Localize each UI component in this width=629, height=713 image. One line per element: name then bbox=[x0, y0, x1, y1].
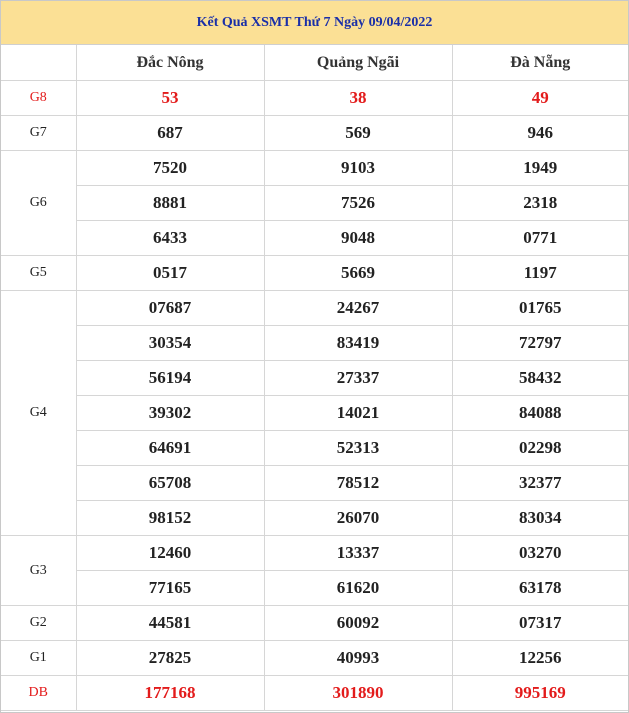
prize-label: G5 bbox=[1, 256, 76, 291]
result-number: 27337 bbox=[264, 361, 452, 396]
prize-row bbox=[1, 501, 628, 536]
result-number: 78512 bbox=[264, 466, 452, 501]
result-number: 30354 bbox=[76, 326, 264, 361]
result-number: 53 bbox=[76, 81, 264, 116]
prize-row bbox=[1, 361, 628, 396]
result-number: 64691 bbox=[76, 431, 264, 466]
province-header[interactable]: Đà Nẵng bbox=[452, 45, 628, 81]
prize-row bbox=[1, 571, 628, 606]
result-number: 03270 bbox=[452, 536, 628, 571]
result-number: 1949 bbox=[452, 151, 628, 186]
result-number: 6433 bbox=[76, 221, 264, 256]
prize-row bbox=[1, 536, 628, 571]
result-number: 52313 bbox=[264, 431, 452, 466]
result-number: 01765 bbox=[452, 291, 628, 326]
result-number: 7526 bbox=[264, 186, 452, 221]
result-number: 39302 bbox=[76, 396, 264, 431]
result-number: 38 bbox=[264, 81, 452, 116]
result-number: 9048 bbox=[264, 221, 452, 256]
header-corner bbox=[1, 45, 76, 81]
result-number: 27825 bbox=[76, 641, 264, 676]
prize-row bbox=[1, 291, 628, 326]
prize-row bbox=[1, 641, 628, 676]
result-number: 995169 bbox=[452, 676, 628, 711]
result-number: 687 bbox=[76, 116, 264, 151]
result-number: 61620 bbox=[264, 571, 452, 606]
prize-row bbox=[1, 151, 628, 186]
result-number: 12460 bbox=[76, 536, 264, 571]
result-number: 65708 bbox=[76, 466, 264, 501]
result-number: 58432 bbox=[452, 361, 628, 396]
prize-label: G1 bbox=[1, 641, 76, 676]
header-row bbox=[1, 45, 628, 81]
result-number: 02298 bbox=[452, 431, 628, 466]
result-number: 32377 bbox=[452, 466, 628, 501]
result-number: 83034 bbox=[452, 501, 628, 536]
result-number: 83419 bbox=[264, 326, 452, 361]
results-title: Kết Quả XSMT Thứ 7 Ngày 09/04/2022 bbox=[1, 1, 628, 45]
result-number: 301890 bbox=[264, 676, 452, 711]
result-number: 26070 bbox=[264, 501, 452, 536]
result-number: 49 bbox=[452, 81, 628, 116]
result-number: 0771 bbox=[452, 221, 628, 256]
prize-row bbox=[1, 396, 628, 431]
prize-row bbox=[1, 466, 628, 501]
prize-label: G7 bbox=[1, 116, 76, 151]
prize-row bbox=[1, 326, 628, 361]
prize-row bbox=[1, 116, 628, 151]
result-number: 60092 bbox=[264, 606, 452, 641]
prize-row bbox=[1, 431, 628, 466]
prize-label: G6 bbox=[1, 151, 76, 256]
result-number: 07317 bbox=[452, 606, 628, 641]
result-number: 177168 bbox=[76, 676, 264, 711]
prize-label: DB bbox=[1, 676, 76, 711]
prize-row bbox=[1, 676, 628, 711]
result-number: 63178 bbox=[452, 571, 628, 606]
result-number: 84088 bbox=[452, 396, 628, 431]
province-header[interactable]: Quảng Ngãi bbox=[264, 45, 452, 81]
result-number: 2318 bbox=[452, 186, 628, 221]
result-number: 98152 bbox=[76, 501, 264, 536]
prize-row bbox=[1, 186, 628, 221]
result-number: 12256 bbox=[452, 641, 628, 676]
results-table bbox=[1, 45, 628, 711]
prize-label: G4 bbox=[1, 291, 76, 536]
result-number: 7520 bbox=[76, 151, 264, 186]
result-number: 9103 bbox=[264, 151, 452, 186]
result-number: 77165 bbox=[76, 571, 264, 606]
result-number: 1197 bbox=[452, 256, 628, 291]
result-number: 569 bbox=[264, 116, 452, 151]
prize-label: G8 bbox=[1, 81, 76, 116]
result-number: 56194 bbox=[76, 361, 264, 396]
prize-row bbox=[1, 221, 628, 256]
result-number: 8881 bbox=[76, 186, 264, 221]
province-header[interactable]: Đắc Nông bbox=[76, 45, 264, 81]
result-number: 5669 bbox=[264, 256, 452, 291]
result-number: 14021 bbox=[264, 396, 452, 431]
prize-label: G2 bbox=[1, 606, 76, 641]
result-number: 24267 bbox=[264, 291, 452, 326]
result-number: 07687 bbox=[76, 291, 264, 326]
prize-row bbox=[1, 606, 628, 641]
result-number: 13337 bbox=[264, 536, 452, 571]
prize-row bbox=[1, 81, 628, 116]
result-number: 40993 bbox=[264, 641, 452, 676]
result-number: 0517 bbox=[76, 256, 264, 291]
result-number: 72797 bbox=[452, 326, 628, 361]
prize-row bbox=[1, 256, 628, 291]
result-number: 946 bbox=[452, 116, 628, 151]
result-number: 44581 bbox=[76, 606, 264, 641]
prize-label: G3 bbox=[1, 536, 76, 606]
